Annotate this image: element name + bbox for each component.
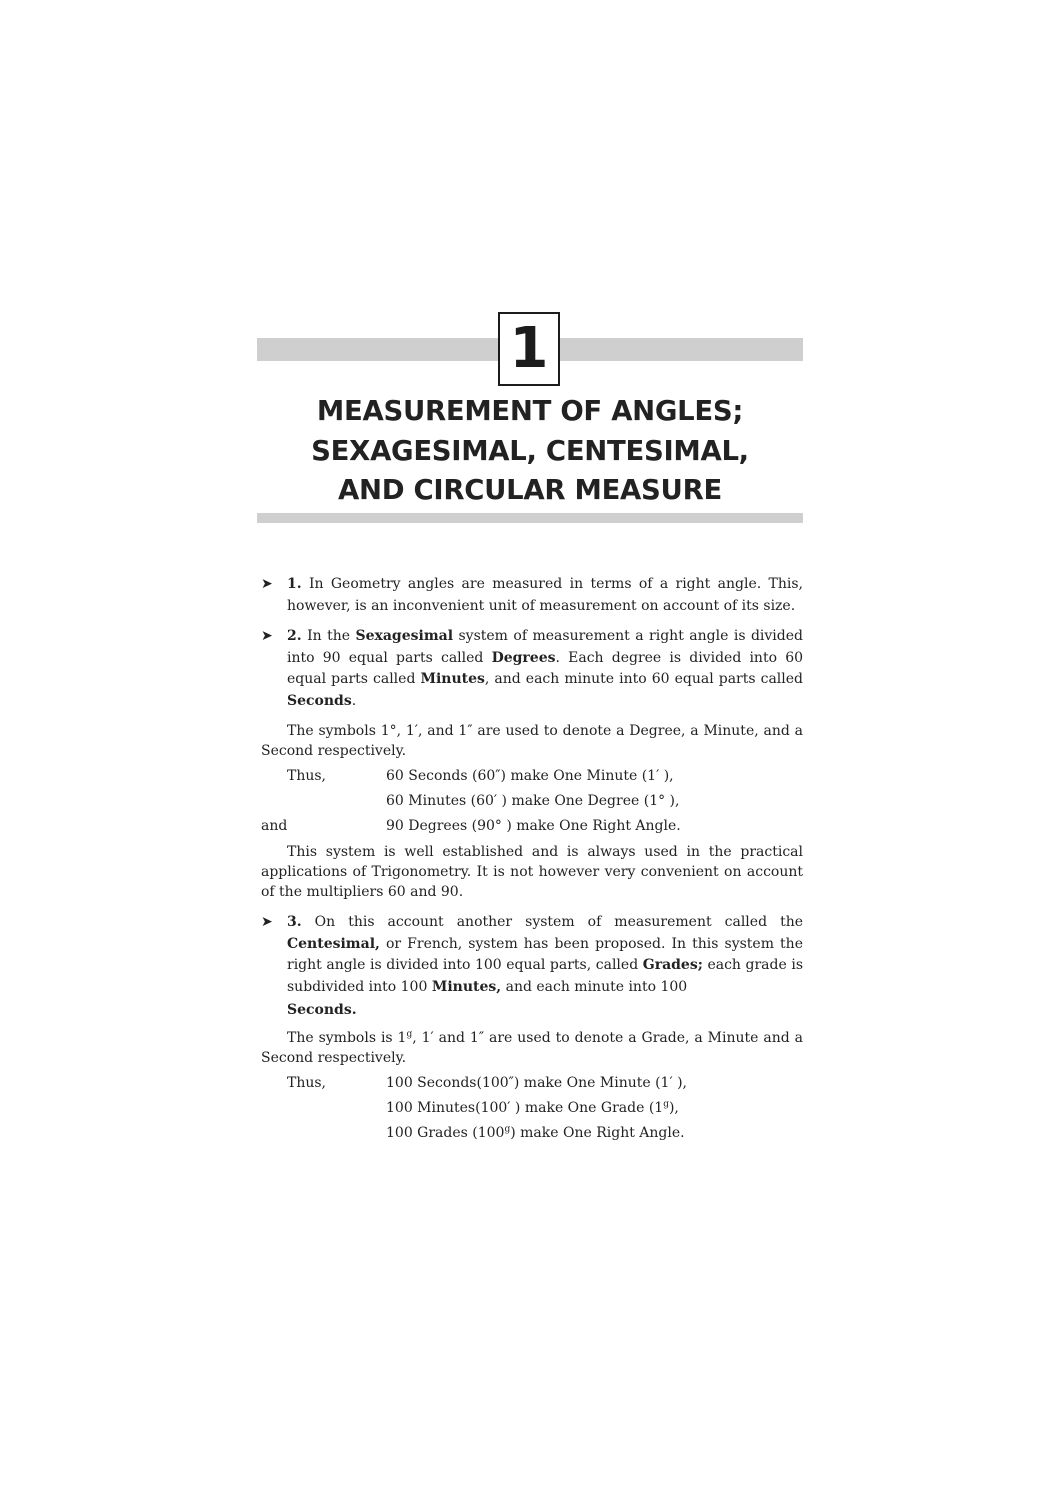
equation-line: 100 Seconds(100″) make One Minute (1′ ),: [386, 1074, 687, 1091]
equation-line: [386, 1096, 679, 1121]
term-grades: Grades;: [642, 957, 703, 973]
equation-label-thus: Thus,: [287, 1074, 327, 1091]
term-minutes: Minutes: [420, 671, 485, 687]
paragraph-text: system of measurement a right angle is divided into 90 equal parts called: [287, 628, 803, 666]
system-note: This system is well established and is always used in the practical applications of Trigonometry. It is not however very convenient on account of the multipliers 60 and 90.: [261, 844, 803, 900]
symbols-text: The symbols is 1: [287, 1029, 407, 1046]
paragraph-text: each grade is subdivided into 100: [287, 957, 804, 995]
equation-row: [261, 814, 803, 839]
paragraph-number: 3.: [287, 914, 302, 930]
paragraph-3: [261, 912, 803, 998]
paragraph-text: In the: [301, 628, 356, 644]
paragraph-text: or French, system has been proposed. In this system the right angle is divided into 100 equal parts, called: [287, 935, 803, 973]
chapter-header-bar-bottom: [257, 513, 803, 523]
page-body: [261, 574, 803, 1146]
chapter-title: [240, 392, 820, 511]
term-sexagesimal: Sexagesimal: [355, 628, 454, 644]
equation-text: ) make One Right Angle.: [510, 1124, 685, 1141]
paragraph-text: In Geometry angles are measured in terms of a right angle. This, however, is an inconvenient unit of measurement on account of its size.: [287, 576, 803, 614]
term-seconds: Seconds: [287, 692, 352, 709]
equation-label-and: and: [261, 818, 288, 834]
equation-line: 60 Seconds (60″) make One Minute (1′ ),: [386, 768, 674, 784]
term-centesimal: Centesimal,: [287, 935, 380, 952]
chapter-title-line-1: MEASUREMENT OF ANGLES;: [316, 395, 744, 427]
symbols-text: , 1′ and 1″ are used to denote a Grade, a Minute and a Second respectively.: [261, 1029, 803, 1066]
equation-text: 100 Minutes(100′ ) make One Grade (1: [386, 1099, 664, 1116]
paragraph-number: 2.: [287, 628, 302, 644]
chapter-title-line-3: AND CIRCULAR MEASURE: [338, 474, 722, 506]
term-seconds: Seconds.: [287, 1002, 357, 1018]
equation-row: [261, 1096, 803, 1121]
paragraph-text: , and each minute into 60 equal parts called: [484, 671, 803, 687]
term-minutes: Minutes,: [431, 978, 502, 995]
term-degrees: Degrees: [491, 649, 556, 666]
grade-superscript: g: [663, 1098, 669, 1109]
chapter-number: 1: [498, 312, 560, 386]
equation-row: [261, 764, 803, 789]
equation-group-sexagesimal: [261, 764, 803, 839]
equation-line: 60 Minutes (60′ ) make One Degree (1° ),: [386, 793, 680, 809]
equation-row: [261, 1121, 803, 1146]
bullet-arrow-icon: ➤: [261, 576, 273, 592]
paragraph-2: [261, 626, 803, 712]
equation-row: [261, 789, 803, 814]
symbols-note-centesimal: [261, 1028, 803, 1068]
equation-text: ),: [668, 1099, 679, 1116]
equation-group-centesimal: [261, 1071, 803, 1146]
grade-superscript: g: [504, 1123, 511, 1134]
symbols-note-sexagesimal: The symbols 1°, 1′, and 1″ are used to denote a Degree, a Minute, and a Second respectively.: [261, 723, 803, 759]
equation-text: 100 Grades (100: [386, 1124, 505, 1141]
equation-line: 90 Degrees (90° ) make One Right Angle.: [386, 818, 681, 834]
grade-superscript: g: [406, 1028, 413, 1039]
bullet-arrow-icon: ➤: [261, 628, 273, 644]
paragraph-1: [261, 574, 803, 617]
bullet-arrow-icon: ➤: [261, 914, 273, 930]
paragraph-text: .: [351, 692, 357, 709]
paragraph-text: On this account another system of measurement called the: [301, 914, 803, 930]
equation-label-thus: Thus,: [287, 768, 327, 784]
equation-line: [386, 1121, 685, 1146]
chapter-title-line-2: SEXAGESIMAL, CENTESIMAL,: [311, 434, 749, 467]
paragraph-text: . Each degree is divided into 60 equal parts called: [287, 649, 804, 687]
paragraph-number: 1.: [287, 576, 302, 592]
paragraph-text: and each minute into 100: [501, 978, 688, 995]
equation-row: [261, 1071, 803, 1096]
